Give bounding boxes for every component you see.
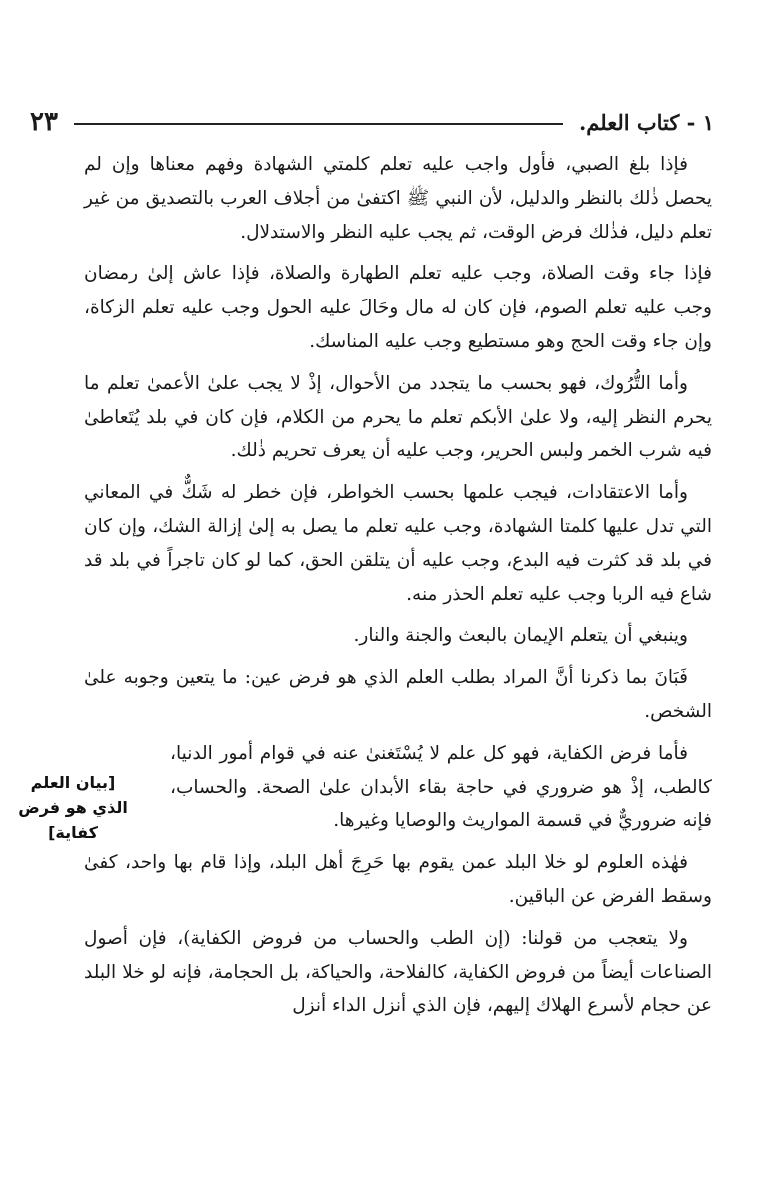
running-title: ١ - كتاب العلم. <box>578 109 714 135</box>
paragraph-1: فإذا بلغ الصبي، فأول واجب عليه تعلم كلمتي الشهادة وفهم معناها وإن لم يحصل ذٰلك بالنظر والدليل، لأن النبي ﷺ اكتفىٰ من أجلاف العرب بالتصديق من غير تعلم دليل، فذٰلك فرض الوقت، ثم يجب عليه النظر والاستدلال. <box>84 154 712 243</box>
paragraph-2: فإذا جاء وقت الصلاة، وجب عليه تعلم الطهارة والصلاة، فإذا عاش إلىٰ رمضان وجب عليه تعلم الصوم، فإن كان له مال وحَالَ عليه الحول وجب عليه تعلم الزكاة، وإن جاء وقت الحج وهو مستطيع وجب عليه المناسك. <box>84 263 712 352</box>
paragraph-4: وأما الاعتقادات، فيجب علمها بحسب الخواطر، فإن خطر له شَكٌّ في المعاني التي تدل عليها كلمتا الشهادة، وجب عليه تعلم ما يصل به إلىٰ إزالة الشك، وإن كان في بلد قد كثرت فيه البدع، وجب عليه أن يتلقن الحق، كما لو كان تاجراً في بلد قد شاع فيه الربا وجب عليه تعلم الحذر منه. <box>84 482 712 605</box>
paragraph-5: وينبغي أن يتعلم الإيمان بالبعث والجنة والنار. <box>353 625 688 647</box>
paragraph-3: وأما التُّرُوك، فهو بحسب ما يتجدد من الأحوال، إذْ لا يجب علىٰ الأعمىٰ تعلم ما يحرم النظر إليه، ولا علىٰ الأبكم تعلم ما يحرم من الكلام، فإن كان في بلد يُتَعاطىٰ فيه شرب الخمر ولبس الحرير، وجب عليه أن يعرف تحريم ذٰلك. <box>84 372 712 462</box>
paragraph-9: ولا يتعجب من قولنا: (إن الطب والحساب من فروض الكفاية)، فإن أصول الصناعات أيضاً من فروض الكفاية، كالفلاحة، والحياكة، بل الحجامة، فإنه لو خلا البلد عن حجام لأسرع الهلاك إليهم، فإن الذي أنزل الداء أنزل <box>84 927 712 1017</box>
header-rule <box>74 123 563 125</box>
running-header <box>30 102 714 142</box>
paragraph-8: فهٰذه العلوم لو خلا البلد عمن يقوم بها حَرِجَ أهل البلد، وإذا قام بها واحد، كفىٰ وسقط الفرض عن الباقين. <box>84 852 712 907</box>
paragraph-6: فَبَانَ بما ذكرنا أنَّ المراد بطلب العلم الذي هو فرض عين: ما يتعين وجوبه علىٰ الشخص. <box>84 667 712 722</box>
main-text <box>84 148 712 1031</box>
page-number: ٢٣ <box>30 107 58 137</box>
paragraph-7: فأما فرض الكفاية، فهو كل علم لا يُسْتَغنىٰ عنه في قوام أمور الدنيا، كالطب، إذْ هو ضروري في حاجة بقاء الأبدان علىٰ الصحة. والحساب، فإنه ضروريٌّ في قسمة المواريث والوصايا وغيرها. <box>170 742 712 832</box>
margin-heading: [بيان العلم الذي هو فرض كفاية] <box>18 773 128 842</box>
